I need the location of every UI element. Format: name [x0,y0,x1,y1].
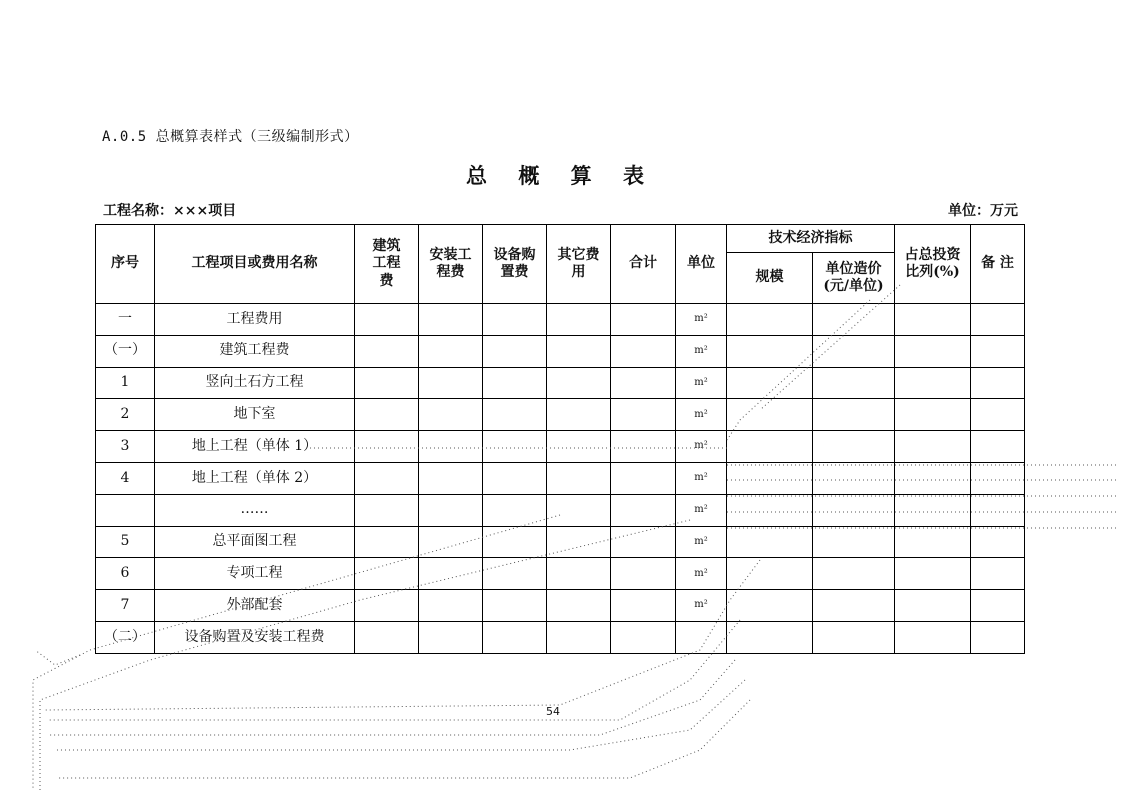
row-unit: m² [676,367,727,399]
dotted-line [55,680,745,750]
project-name: 工程名称：×××项目 [103,203,237,219]
header-ratio: 占总投资比列(%) [895,225,971,304]
row-seq: 4 [96,462,155,494]
dotted-line [45,560,760,710]
row-seq: 2 [96,399,155,431]
row-name: 建筑工程费 [155,335,355,367]
row-seq: （一） [96,335,155,367]
row-seq: 5 [96,526,155,558]
header-unit-cost: 单位造价(元/单位) [813,253,895,304]
row-name: 总平面图工程 [155,526,355,558]
header-build: 建筑工程费 [355,225,419,304]
row-name: 工程费用 [155,304,355,336]
dotted-line [50,660,735,735]
row-unit: m² [676,399,727,431]
row-seq: （二） [96,621,155,653]
row-unit: m² [676,304,727,336]
dotted-line [727,300,870,440]
row-name: 竖向土石方工程 [155,367,355,399]
row-seq: 6 [96,558,155,590]
header-tech-group: 技术经济指标 [727,225,895,253]
row-seq: 7 [96,590,155,622]
dotted-line [760,285,900,410]
dotted-line [35,650,80,665]
row-name: 设备购置及安装工程费 [155,621,355,653]
header-install: 安装工程费 [419,225,483,304]
dotted-line [47,620,740,720]
row-name: 地上工程（单体 1） [155,431,355,463]
header-equipment: 设备购置费 [483,225,547,304]
header-unit: 单位 [676,225,727,304]
row-unit: m² [676,462,727,494]
header-remark: 备 注 [971,225,1025,304]
dotted-line [58,700,750,778]
row-unit: m² [676,526,727,558]
row-seq: 1 [96,367,155,399]
row-name: …… [155,494,355,526]
row-unit: m² [676,590,727,622]
header-seq: 序号 [96,225,155,304]
row-unit: m² [676,558,727,590]
row-seq: 3 [96,431,155,463]
section-heading: A.0.5 总概算表样式（三级编制形式） [102,129,359,145]
row-name: 地下室 [155,399,355,431]
header-other: 其它费用 [547,225,611,304]
dotted-line [33,515,560,790]
row-name: 专项工程 [155,558,355,590]
row-name: 外部配套 [155,590,355,622]
header-scale: 规模 [727,253,813,304]
header-name: 工程项目或费用名称 [155,225,355,304]
row-seq: 一 [96,304,155,336]
row-unit: m² [676,431,727,463]
document-title: 总 概 算 表 [466,163,656,188]
unit-label: 单位：万元 [948,203,1018,219]
row-name: 地上工程（单体 2） [155,462,355,494]
row-unit: m² [676,335,727,367]
row-unit: m² [676,494,727,526]
page-number: 54 [546,705,560,718]
header-total: 合计 [611,225,676,304]
